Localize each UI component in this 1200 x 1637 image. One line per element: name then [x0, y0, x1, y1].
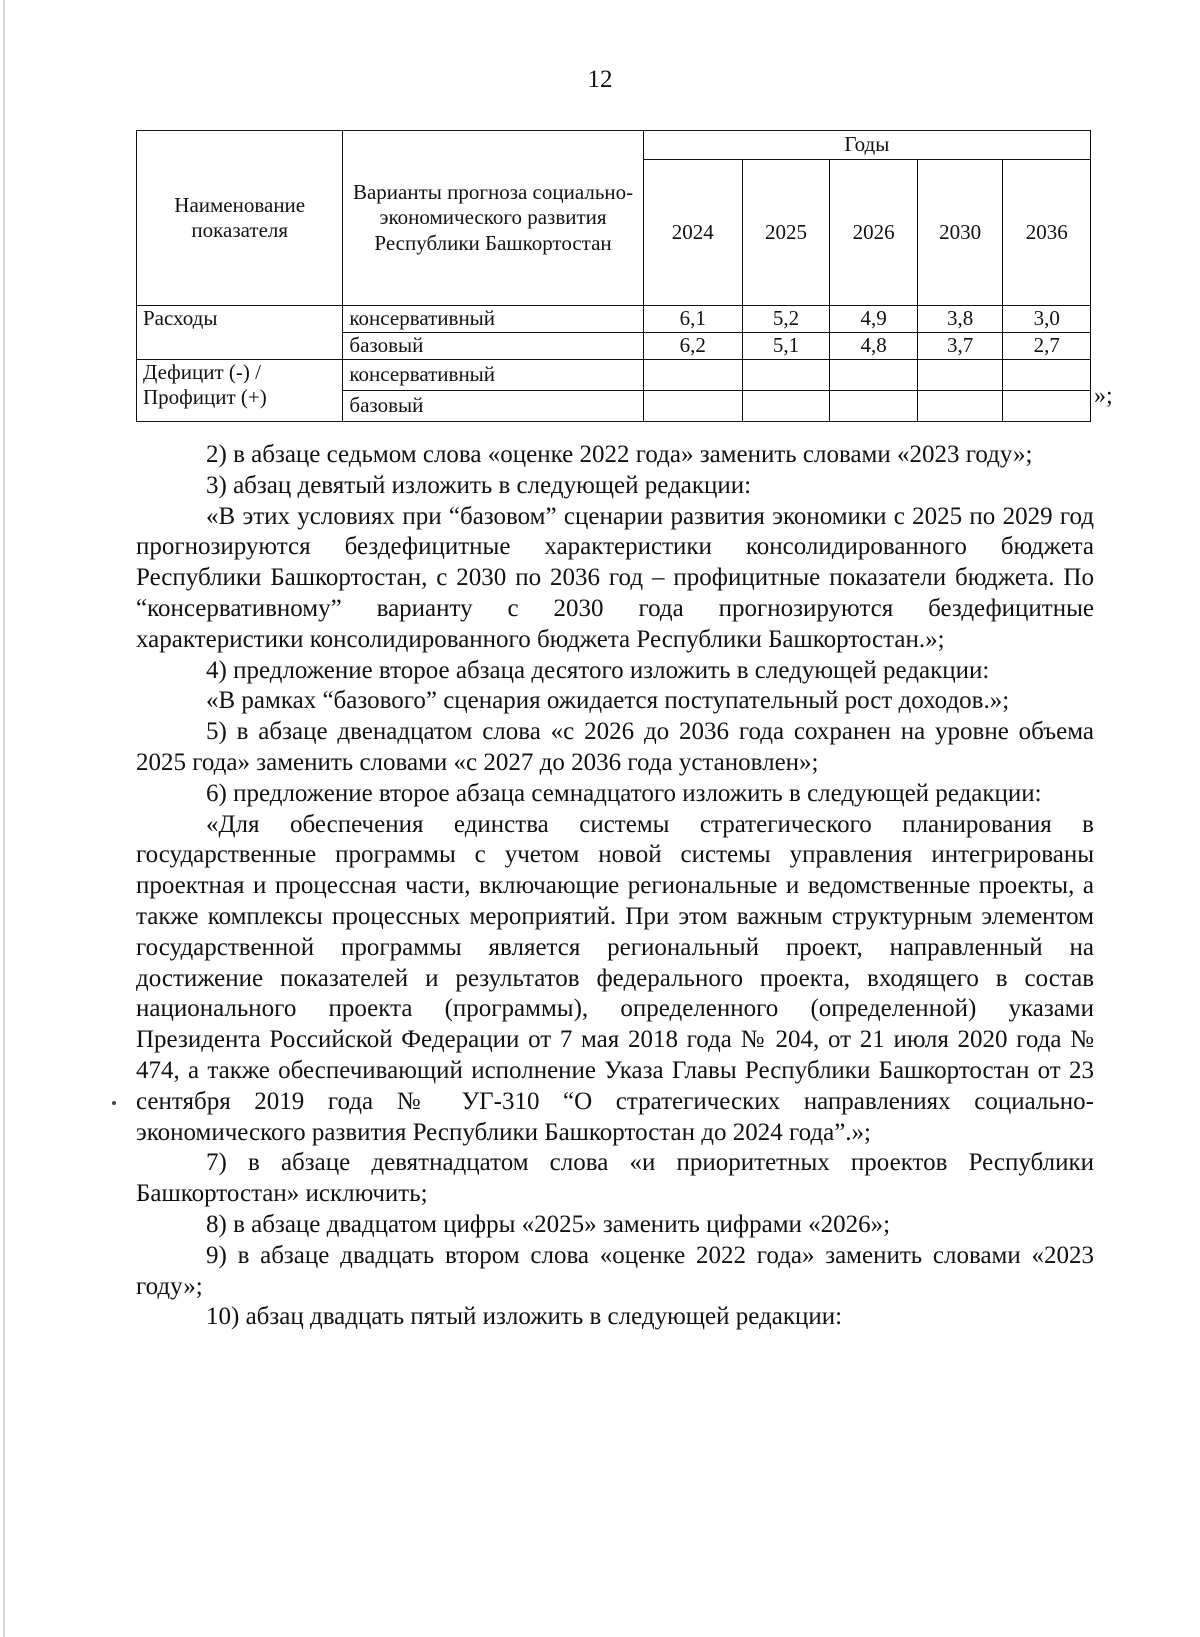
table-cell: 4,8: [830, 333, 918, 360]
header-year: 2026: [830, 160, 918, 306]
variant-name: базовый: [343, 333, 643, 360]
table-cell: 6,1: [643, 306, 742, 333]
header-year: 2036: [1003, 160, 1091, 306]
table-cell: [830, 360, 918, 391]
document-body: [136, 440, 1094, 1333]
table-cell: [643, 391, 742, 422]
table-cell: 2,7: [1003, 333, 1091, 360]
page-number: 12: [587, 66, 613, 93]
table-cell: [830, 391, 918, 422]
forecast-table: [136, 130, 1091, 422]
scan-edge-line: [3, 0, 5, 1637]
table-cell: 3,7: [917, 333, 1002, 360]
table-row: [137, 360, 1091, 391]
table-cell: [917, 360, 1002, 391]
row-label-expenses: Расходы: [137, 306, 343, 360]
table-row: [137, 306, 1091, 333]
table-cell: [917, 391, 1002, 422]
table-cell: [643, 360, 742, 391]
variant-name: консервативный: [343, 360, 643, 391]
paragraph: «Для обеспечения единства системы стратегического планирования в государственные программы с учетом новой системы управления интегрированы проектная и процессная части, включающие региональные и ведомственные проекты, а также комплексы процессных мероприятий. При этом важным структурным элементом государственной программы является региональный проект, направленный на достижение показателей и результатов федерального проекта, входящего в состав национального проекта (программы), определенного (определенной) указами Президента Российской Федерации от 7 мая 2018 года № 204, от 21 июля 2020 года № 474, а также обеспечивающий исполнение Указа Главы Республики Башкортостан от 23 сентября 2019 года № УГ-310 “О стратегических направлениях социально-экономического развития Республики Башкортостан до 2024 года”.»;: [136, 810, 1094, 1146]
paragraph: «В рамках “базового” сценария ожидается поступательный рост доходов.»;: [206, 687, 1010, 715]
variant-name: базовый: [343, 391, 643, 422]
paragraph: 4) предложение второе абзаца десятого изложить в следующей редакции:: [206, 656, 990, 684]
table-closing-mark: »;: [1094, 383, 1113, 409]
paragraph: 3) абзац девятый изложить в следующей редакции:: [206, 471, 752, 499]
table-cell: 3,0: [1003, 306, 1091, 333]
paragraph: 10) абзац двадцать пятый изложить в следующей редакции:: [206, 1303, 843, 1331]
table-cell: [1003, 391, 1091, 422]
header-indicator: Наименование показателя: [137, 131, 343, 306]
header-year: 2024: [643, 160, 742, 306]
table-cell: 5,2: [742, 306, 830, 333]
margin-dot: [112, 1101, 116, 1105]
table-cell: 6,2: [643, 333, 742, 360]
row-label-balance: Дефицит (-) / Профицит (+): [137, 360, 343, 422]
table-cell: [1003, 360, 1091, 391]
header-year: 2025: [742, 160, 830, 306]
paragraph: 2) в абзаце седьмом слова «оценке 2022 года» заменить словами «2023 году»;: [206, 441, 1033, 468]
paragraph: 7) в абзаце девятнадцатом слова «и приоритетных проектов Республики Башкортостан» исключить;: [136, 1149, 1094, 1208]
table-cell: [742, 360, 830, 391]
table-cell: [742, 391, 830, 422]
header-years-group: Годы: [643, 131, 1090, 160]
table-cell: 4,9: [830, 306, 918, 333]
header-year: 2030: [917, 160, 1002, 306]
header-variants: Варианты прогноза социально-экономического развития Республики Башкортостан: [343, 131, 643, 306]
paragraph: 6) предложение второе абзаца семнадцатого изложить в следующей редакции:: [206, 779, 1042, 807]
paragraph: «В этих условиях при “базовом” сценарии развития экономики с 2025 по 2029 год прогнозируются бездефицитные характеристики консолидированного бюджета Республики Башкортостан, с 2030 по 2036 год – профицитные показатели бюджета. По “консервативному” варианту с 2030 года прогнозируются бездефицитные характеристики консолидированного бюджета Республики Башкортостан.»;: [136, 502, 1094, 653]
paragraph: 5) в абзаце двенадцатом слова «с 2026 до 2036 года сохранен на уровне объема 2025 года» заменить словами «с 2027 до 2036 года установлен»;: [136, 718, 1094, 776]
paragraph: 8) в абзаце двадцатом цифры «2025» заменить цифрами «2026»;: [206, 1210, 891, 1238]
table-cell: 3,8: [917, 306, 1002, 333]
table-cell: 5,1: [742, 333, 830, 360]
variant-name: консервативный: [343, 306, 643, 333]
paragraph: 9) в абзаце двадцать втором слова «оценке 2022 года» заменить словами «2023 году»;: [136, 1241, 1094, 1300]
